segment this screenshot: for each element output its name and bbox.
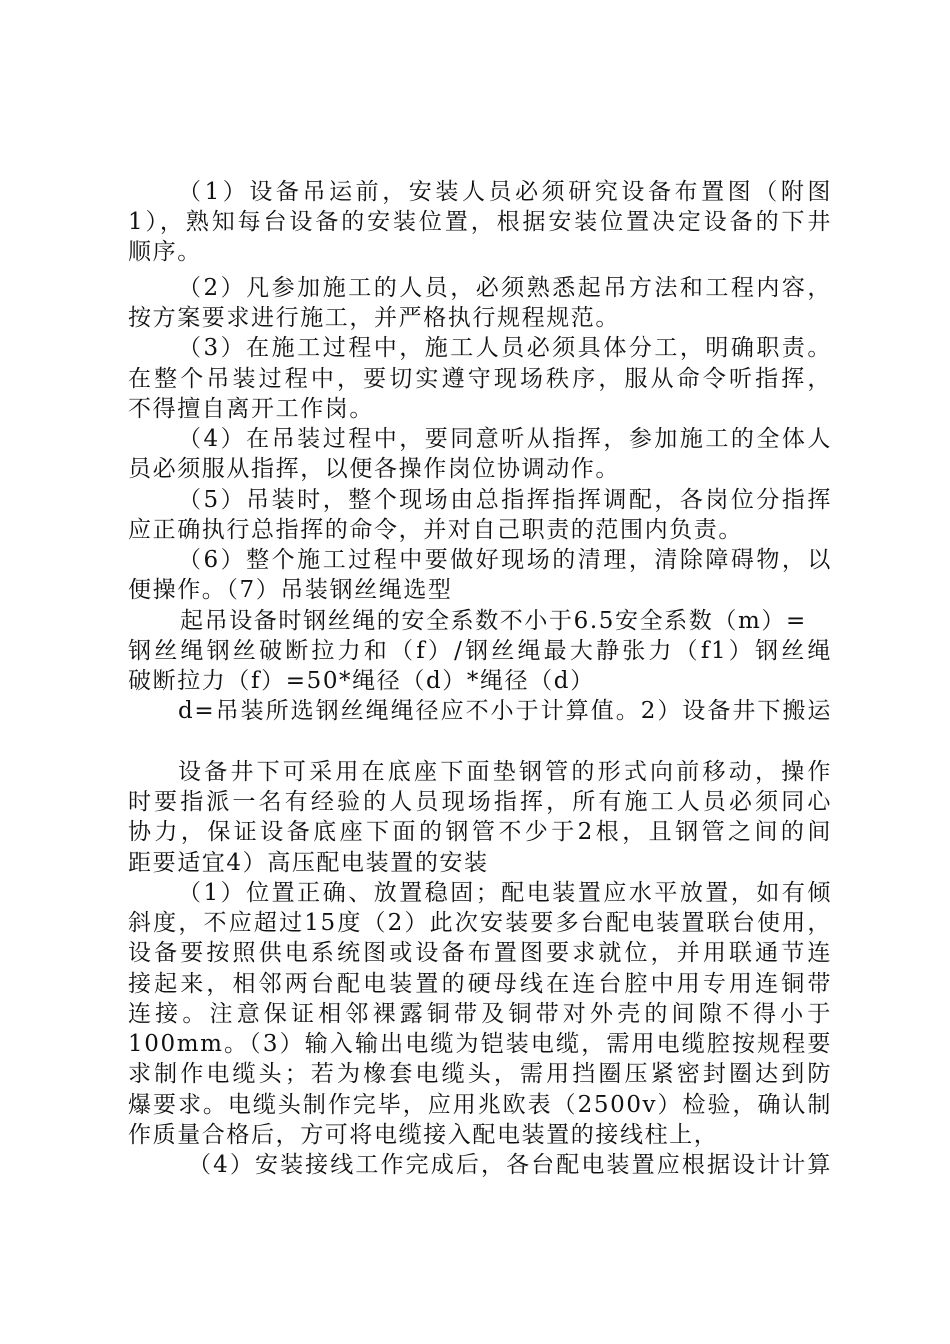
text-line: 设备井下可采用在底座下面垫钢管的形式向前移动，操作 — [178, 759, 832, 785]
text-line: 连接。注意保证相邻裸露铜带及铜带对外壳的间隙不得小于 — [128, 1001, 832, 1027]
text-line: 斜度，不应超过15度（2）此次安装要多台配电装置联台使用， — [128, 910, 832, 936]
text-line: 100mm。（3）输入输出电缆为铠装电缆，需用电缆腔按规程要 — [128, 1031, 832, 1057]
text-line: 员必须服从指挥，以便各操作岗位协调动作。 — [128, 456, 620, 482]
text-line: 应正确执行总指挥的命令，并对自己职责的范围内负责。 — [128, 517, 743, 543]
text-line: （6）整个施工过程中要做好现场的清理，清除障碍物，以 — [178, 547, 832, 573]
text-line: （5）吊装时，整个现场由总指挥指挥调配，各岗位分指挥 — [178, 487, 832, 513]
text-line: 顺序。 — [128, 239, 202, 265]
text-line: 1），熟知每台设备的安装位置，根据安装位置决定设备的下井 — [128, 209, 832, 235]
text-line: 便操作。（7）吊装钢丝绳选型 — [128, 577, 453, 603]
text-line: 起吊设备时钢丝绳的安全系数不小于6.5安全系数（m）= — [180, 608, 807, 634]
text-line: （1）设备吊运前，安装人员必须研究设备布置图（附图 — [178, 179, 832, 205]
text-line: 距要适宜4）高压配电装置的安装 — [128, 850, 489, 876]
text-line: 钢丝绳钢丝破断拉力和（f）/钢丝绳最大静张力（f1）钢丝绳 — [128, 638, 832, 664]
text-line: （4）在吊装过程中，要同意听从指挥，参加施工的全体人 — [178, 426, 832, 452]
text-line: 时要指派一名有经验的人员现场指挥，所有施工人员必须同心 — [128, 789, 832, 815]
text-line: （1）位置正确、放置稳固；配电装置应水平放置，如有倾 — [178, 880, 832, 906]
text-line: （3）在施工过程中，施工人员必须具体分工，明确职责。 — [178, 335, 832, 361]
text-line: 设备要按照供电系统图或设备布置图要求就位，并用联通节连 — [128, 940, 832, 966]
text-line: 接起来，相邻两台配电装置的硬母线在连台腔中用专用连铜带 — [128, 971, 832, 997]
text-line: 不得擅自离开工作岗。 — [128, 396, 374, 422]
text-line: 协力，保证设备底座下面的钢管不少于2根，且钢管之间的间 — [128, 819, 832, 845]
text-line: 求制作电缆头；若为橡套电缆头，需用挡圈压紧密封圈达到防 — [128, 1061, 832, 1087]
text-line: 作质量合格后，方可将电缆接入配电装置的接线柱上， — [128, 1122, 719, 1148]
text-line: （4）安装接线工作完成后，各台配电装置应根据设计计算 — [188, 1152, 832, 1178]
text-line: d=吊装所选钢丝绳绳径应不小于计算值。2）设备井下搬运 — [178, 698, 832, 724]
text-line: 破断拉力（f）=50*绳径（d）*绳径（d） — [128, 668, 595, 694]
text-line: （2）凡参加施工的人员，必须熟悉起吊方法和工程内容， — [178, 275, 832, 301]
text-line: 爆要求。电缆头制作完毕，应用兆欧表（2500v）检验，确认制 — [128, 1092, 832, 1118]
text-line: 在整个吊装过程中，要切实遵守现场秩序，服从命令听指挥， — [128, 366, 832, 392]
text-line: 按方案要求进行施工，并严格执行规程规范。 — [128, 305, 620, 331]
